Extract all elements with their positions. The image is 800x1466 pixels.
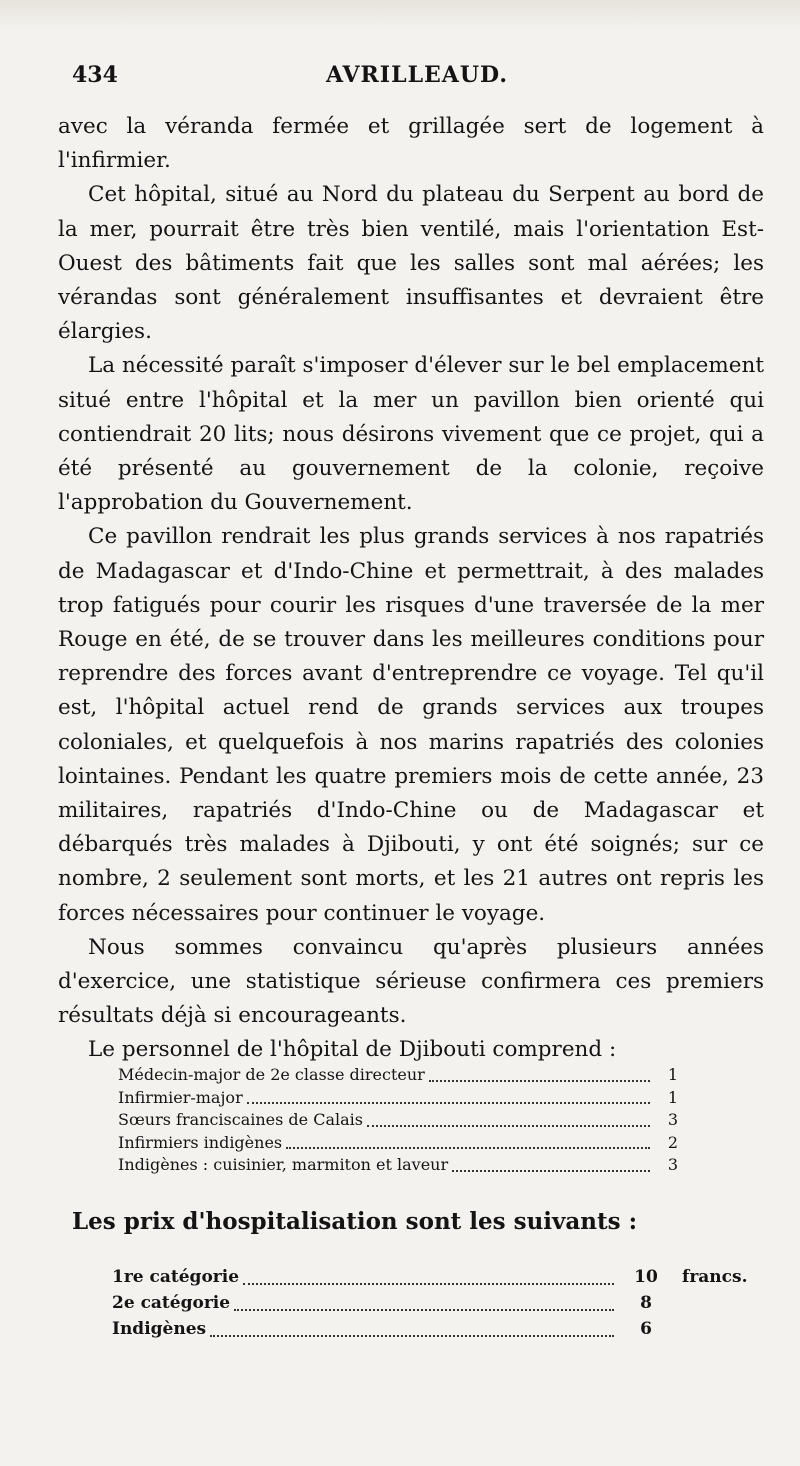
leader-dots [247, 1101, 650, 1104]
list-item [118, 1132, 678, 1155]
page-top-edge [0, 0, 800, 30]
list-item [112, 1264, 672, 1290]
staff-label: Sœurs franciscaines de Calais [118, 1110, 363, 1129]
staff-label: Infirmiers indigènes [118, 1132, 283, 1152]
leader-dots [210, 1334, 614, 1337]
page-number: 434 [72, 62, 118, 88]
body-text [58, 110, 764, 1068]
leader-dots [429, 1079, 650, 1082]
prices-heading: Les prix d'hospitalisation sont les suivants : [72, 1208, 638, 1235]
paragraph: avec la véranda fermée et grillagée sert de logement à l'infirmier. [58, 114, 764, 174]
price-label: 2e catégorie [112, 1293, 231, 1313]
list-item [118, 1154, 678, 1177]
staff-count: 3 [667, 1155, 678, 1174]
leader-dots [286, 1146, 650, 1149]
prices-list [112, 1264, 748, 1342]
price-label: Indigènes [112, 1319, 207, 1339]
paragraph: Le personnel de l'hôpital de Djibouti comprend : [88, 1037, 617, 1063]
list-item [118, 1109, 678, 1132]
paragraph: Cet hôpital, situé au Nord du plateau du Serpent au bord de la mer, pourrait être très bien ventilé, mais l'orientation Est-Ouest des bâtiments fait que les salles sont mal aérées; les vérandas sont généralement insuffisantes et devraient être élargies. [58, 182, 764, 345]
leader-dots [452, 1169, 650, 1172]
leader-dots [367, 1124, 650, 1127]
price-value: 10 [634, 1267, 658, 1287]
staff-count: 1 [667, 1065, 678, 1084]
list-item [118, 1064, 678, 1087]
page-header [72, 62, 762, 92]
price-label: 1re catégorie [112, 1267, 240, 1287]
running-title: AVRILLEAUD. [325, 62, 509, 88]
staff-count: 1 [667, 1087, 678, 1107]
paragraph: La nécessité paraît s'imposer d'élever sur le bel emplacement situé entre l'hôpital et la mer un pavillon bien orienté qui contiendrait 20 lits; nous désirons vivement que ce projet, qui a été présenté au gouvernement de la colonie, reçoive l'approbation du Gouvernement. [58, 353, 764, 516]
list-item [112, 1316, 672, 1342]
staff-list [118, 1064, 678, 1177]
price-unit: francs. [682, 1267, 748, 1287]
leader-dots [243, 1282, 614, 1285]
list-item [112, 1290, 672, 1316]
staff-count: 2 [667, 1132, 678, 1152]
staff-label: Indigènes : cuisinier, marmiton et laveur [118, 1155, 449, 1174]
staff-label: Infirmier-major [118, 1087, 243, 1107]
price-value: 6 [640, 1319, 652, 1339]
paragraph: Nous sommes convaincu qu'après plusieurs années d'exercice, une statistique sérieuse confirmera ces premiers résultats déjà si encourageants. [58, 934, 764, 1029]
price-value: 8 [640, 1293, 652, 1313]
staff-count: 3 [667, 1110, 678, 1129]
staff-label: Médecin-major de 2e classe directeur [118, 1065, 425, 1084]
leader-dots [234, 1308, 614, 1311]
list-item [118, 1087, 678, 1110]
paragraph: Ce pavillon rendrait les plus grands services à nos rapatriés de Madagascar et d'Indo-Chine et permettrait, à des malades trop fatigués pour courir les risques d'une traversée de la mer Rouge en été, de se trouver dans les meilleures conditions pour reprendre des forces avant d'entreprendre ce voyage. Tel qu'il est, l'hôpital actuel rend de grands services aux troupes coloniales, et quelquefois à nos marins rapatriés des colonies lointaines. Pendant les quatre premiers mois de cette année, 23 militaires, rapatriés d'Indo-Chine ou de Madagascar et débarqués très malades à Djibouti, y ont été soignés; sur ce nombre, 2 seulement sont morts, et les 21 autres ont repris les forces nécessaires pour continuer le voyage. [58, 524, 764, 926]
